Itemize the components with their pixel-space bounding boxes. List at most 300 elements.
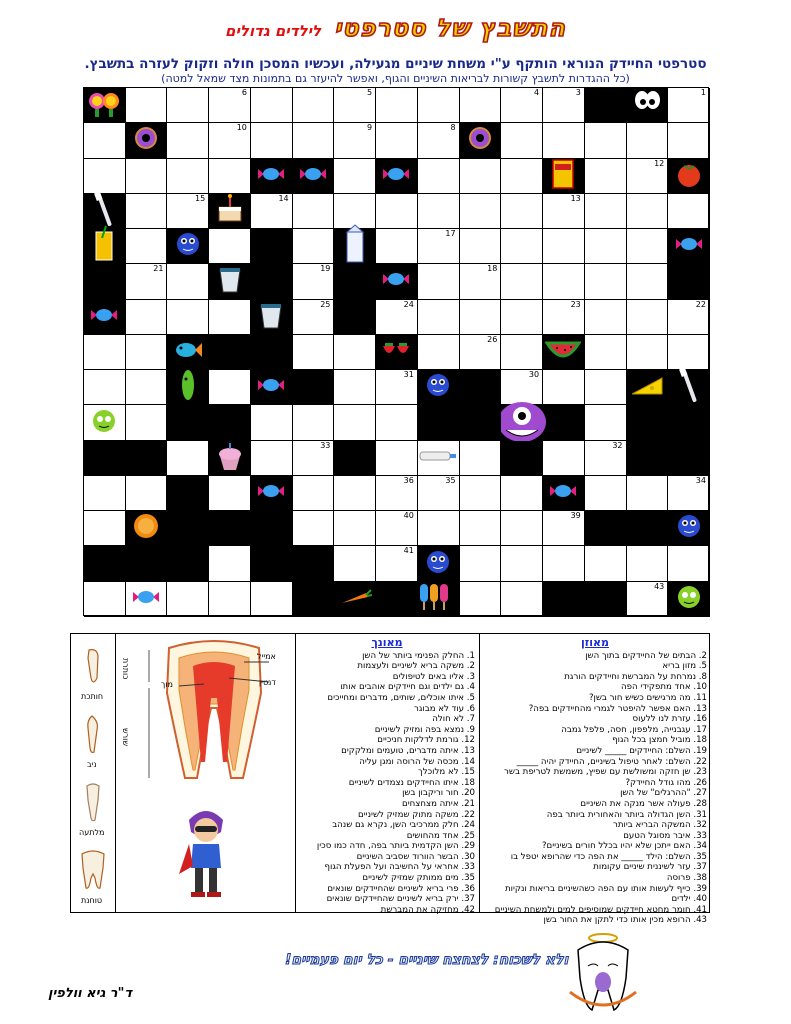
grid-answer-cell[interactable] bbox=[627, 476, 669, 511]
grid-answer-cell[interactable] bbox=[293, 194, 335, 229]
grid-answer-cell[interactable] bbox=[334, 476, 376, 511]
grid-answer-cell[interactable] bbox=[585, 194, 627, 229]
root-label: שורש bbox=[121, 728, 130, 747]
grid-answer-cell[interactable] bbox=[460, 300, 502, 335]
grid-block-cell bbox=[627, 405, 669, 440]
grid-answer-cell[interactable] bbox=[543, 511, 585, 546]
clue-item: 18. איתו החיידקים נצמדים לשיניים bbox=[348, 777, 475, 788]
snack-box-icon bbox=[551, 158, 575, 194]
clue-number: 26 bbox=[487, 334, 498, 344]
grid-answer-cell[interactable] bbox=[84, 123, 126, 158]
grid-block-cell bbox=[251, 264, 293, 299]
divider bbox=[295, 634, 296, 912]
grid-block-cell bbox=[376, 335, 418, 370]
grid-answer-cell[interactable] bbox=[668, 476, 710, 511]
grid-answer-cell[interactable] bbox=[585, 264, 627, 299]
grid-answer-cell[interactable] bbox=[334, 335, 376, 370]
grid-answer-cell[interactable] bbox=[167, 123, 209, 158]
mascot-character bbox=[171, 802, 241, 906]
grid-answer-cell[interactable] bbox=[209, 88, 251, 123]
author-signature: ד"ר גיא וולפין bbox=[48, 986, 133, 1001]
clue-item: 42. מחזיקה את המברשת bbox=[380, 904, 475, 915]
grid-answer-cell[interactable] bbox=[585, 123, 627, 158]
grid-answer-cell[interactable] bbox=[585, 335, 627, 370]
clue-number: 29 bbox=[654, 370, 665, 380]
grid-answer-cell[interactable] bbox=[501, 582, 543, 617]
yogurt-cup-icon bbox=[216, 264, 244, 298]
grid-answer-cell[interactable] bbox=[167, 159, 209, 194]
clue-number: 39 bbox=[570, 511, 581, 521]
clue-number: 35 bbox=[445, 475, 456, 485]
grid-block-cell bbox=[167, 370, 209, 405]
clue-number: 14 bbox=[278, 193, 289, 203]
clue-item: 4. גם ילדים וגם חיידקים אוהבים אותו bbox=[340, 682, 475, 693]
grid-answer-cell[interactable] bbox=[501, 476, 543, 511]
grid-answer-cell[interactable] bbox=[376, 441, 418, 476]
grid-answer-cell[interactable] bbox=[84, 476, 126, 511]
clue-number: 12 bbox=[654, 158, 665, 168]
clue-item: 27. "ההרגלים" של השן bbox=[620, 788, 707, 799]
grid-block-cell bbox=[334, 441, 376, 476]
grid-answer-cell[interactable] bbox=[585, 159, 627, 194]
clue-item: 33. אחראי על החשיבה ועל הפעלת הגוף bbox=[324, 862, 475, 873]
grid-answer-cell[interactable] bbox=[627, 123, 669, 158]
grid-answer-cell[interactable] bbox=[126, 476, 168, 511]
clue-item: 39. כייף לעשות אותו עם הפה כשהשיניים בריאות ונקיות bbox=[504, 883, 707, 894]
clue-item: 19. השלם: החיידקים _____ לשיניים bbox=[576, 745, 707, 756]
grid-block-cell bbox=[418, 370, 460, 405]
grid-answer-cell[interactable] bbox=[334, 88, 376, 123]
grid-answer-cell[interactable] bbox=[293, 511, 335, 546]
strawberry-icon bbox=[379, 338, 413, 366]
grid-answer-cell[interactable] bbox=[543, 300, 585, 335]
grid-block-cell bbox=[126, 123, 168, 158]
grid-answer-cell[interactable] bbox=[376, 370, 418, 405]
grid-block-cell bbox=[334, 582, 376, 617]
grid-block-cell bbox=[167, 511, 209, 546]
grid-answer-cell[interactable] bbox=[251, 194, 293, 229]
grid-block-cell bbox=[543, 476, 585, 511]
clue-number: 31 bbox=[403, 370, 414, 380]
divider bbox=[479, 634, 480, 912]
grid-answer-cell[interactable] bbox=[334, 370, 376, 405]
footer-slogan: ולא לשכוח: לצחצח שיניים - כל יום פעמיים! bbox=[285, 952, 569, 968]
grid-answer-cell[interactable] bbox=[84, 370, 126, 405]
grid-answer-cell[interactable] bbox=[627, 546, 669, 581]
grid-answer-cell[interactable] bbox=[84, 582, 126, 617]
grid-answer-cell[interactable] bbox=[209, 300, 251, 335]
clue-item: 35. מים ממותק שמזיק לשיניים bbox=[362, 873, 475, 884]
clue-number: 4 bbox=[533, 88, 540, 97]
clue-item: 11. מה מרגישים כשיש חור בשן? bbox=[588, 692, 707, 703]
germ-icon bbox=[674, 511, 704, 545]
intro-line-1: סטרפטי החיידק הנוראי הותקף ע"י משחת שיניים מגעילה, ועכשיו המסכן חולה וזקוק לעזרה בתשבץ. bbox=[84, 56, 707, 72]
grid-block-cell bbox=[126, 546, 168, 581]
candy-icon bbox=[131, 586, 161, 612]
grid-answer-cell[interactable] bbox=[376, 405, 418, 440]
grid-block-cell bbox=[126, 441, 168, 476]
grid-answer-cell[interactable] bbox=[376, 300, 418, 335]
grid-answer-cell[interactable] bbox=[460, 511, 502, 546]
grid-answer-cell[interactable] bbox=[627, 300, 669, 335]
grid-answer-cell[interactable] bbox=[126, 229, 168, 264]
candy-icon bbox=[381, 268, 411, 294]
clue-number: 43 bbox=[654, 581, 665, 591]
grid-answer-cell[interactable] bbox=[543, 546, 585, 581]
grid-answer-cell[interactable] bbox=[126, 582, 168, 617]
grid-answer-cell[interactable] bbox=[627, 229, 669, 264]
grid-answer-cell[interactable] bbox=[293, 300, 335, 335]
grid-answer-cell[interactable] bbox=[376, 229, 418, 264]
grid-answer-cell[interactable] bbox=[251, 405, 293, 440]
grid-answer-cell[interactable] bbox=[543, 194, 585, 229]
clue-number: 37 bbox=[194, 475, 206, 485]
grid-answer-cell[interactable] bbox=[585, 546, 627, 581]
grid-answer-cell[interactable] bbox=[627, 264, 669, 299]
clue-item: 20. חור וריקבון בשן bbox=[402, 788, 475, 799]
down-clues bbox=[299, 638, 475, 915]
grid-answer-cell[interactable] bbox=[418, 229, 460, 264]
grid-answer-cell[interactable] bbox=[209, 159, 251, 194]
grid-block-cell bbox=[251, 159, 293, 194]
grid-block-cell bbox=[543, 159, 585, 194]
grid-answer-cell[interactable] bbox=[627, 335, 669, 370]
clue-item: 25. אחד מהחושים bbox=[406, 830, 475, 841]
grid-answer-cell[interactable] bbox=[167, 582, 209, 617]
grid-answer-cell[interactable] bbox=[460, 264, 502, 299]
cake-icon bbox=[215, 193, 245, 229]
clue-item: 30. הבשר הוורוד שסביב השיניים bbox=[356, 851, 475, 862]
grid-block-cell bbox=[418, 405, 460, 440]
clue-item: 37. ירק בריא לשיניים שהחיידקים שונאים bbox=[326, 894, 475, 905]
grid-block-cell bbox=[167, 476, 209, 511]
grid-answer-cell[interactable] bbox=[585, 229, 627, 264]
tooth-character-icon bbox=[568, 926, 638, 1020]
clue-item: 26. מהו גודל החיידק? bbox=[625, 777, 707, 788]
clue-item: 18. מוביל חמצן בכל הגוף bbox=[612, 735, 707, 746]
grid-answer-cell[interactable] bbox=[543, 123, 585, 158]
grid-block-cell bbox=[543, 582, 585, 617]
grid-answer-cell[interactable] bbox=[668, 88, 710, 123]
grid-answer-cell[interactable] bbox=[126, 88, 168, 123]
flower-faces-icon bbox=[87, 89, 121, 121]
clue-item: 5. איתו אוכלים, שותים, מדברים ומחייכים bbox=[327, 692, 475, 703]
clue-number: 28 bbox=[695, 370, 706, 380]
grid-answer-cell[interactable] bbox=[334, 123, 376, 158]
clue-number: 8 bbox=[450, 123, 456, 133]
grid-answer-cell[interactable] bbox=[126, 370, 168, 405]
intro-line-2: (כל ההגדרות לתשבץ קשורות לבריאות השיניים והגוף, ואפשר להיעזר גם בתמונות מצד שמאל למטה) bbox=[161, 72, 630, 85]
clue-number: 40 bbox=[403, 511, 414, 521]
clue-number: 22 bbox=[695, 299, 706, 309]
grid-answer-cell[interactable] bbox=[460, 546, 502, 581]
grid-answer-cell[interactable] bbox=[585, 370, 627, 405]
title-text: התשבץ של סטרפטי bbox=[334, 14, 566, 42]
clue-number: 30 bbox=[528, 370, 540, 380]
grid-answer-cell[interactable] bbox=[209, 123, 251, 158]
grid-answer-cell[interactable] bbox=[84, 335, 126, 370]
clue-item: 37. עזר לשיננית שיניים עקומות bbox=[593, 862, 707, 873]
grid-answer-cell[interactable] bbox=[543, 264, 585, 299]
enamel-label: אמייל bbox=[257, 652, 276, 661]
grid-answer-cell[interactable] bbox=[293, 476, 335, 511]
grid-block-cell bbox=[460, 123, 502, 158]
crown-label: כותרת bbox=[121, 658, 130, 680]
grid-answer-cell[interactable] bbox=[668, 546, 710, 581]
grid-answer-cell[interactable] bbox=[376, 511, 418, 546]
clue-number: 32 bbox=[612, 440, 623, 450]
intro-text bbox=[30, 56, 761, 85]
clue-item: 28. פעולה אשר מנקה את השיניים bbox=[580, 798, 707, 809]
clue-item: 17. עגבנייה, מלפפון, חסה, פלפל גמבה bbox=[561, 724, 707, 735]
grid-answer-cell[interactable] bbox=[418, 441, 460, 476]
grid-answer-cell[interactable] bbox=[293, 441, 335, 476]
across-heading: מאוזן bbox=[581, 636, 609, 649]
grid-block-cell bbox=[334, 229, 376, 264]
clue-number: 9 bbox=[367, 123, 373, 133]
grid-answer-cell[interactable] bbox=[501, 264, 543, 299]
grid-answer-cell[interactable] bbox=[293, 88, 335, 123]
grid-block-cell bbox=[668, 441, 710, 476]
grid-answer-cell[interactable] bbox=[460, 335, 502, 370]
molar-icon bbox=[79, 848, 107, 896]
grid-answer-cell[interactable] bbox=[209, 582, 251, 617]
grid-answer-cell[interactable] bbox=[501, 194, 543, 229]
grid-answer-cell[interactable] bbox=[668, 300, 710, 335]
grid-answer-cell[interactable] bbox=[209, 229, 251, 264]
clue-number: 38 bbox=[695, 511, 706, 521]
grid-answer-cell[interactable] bbox=[460, 229, 502, 264]
grid-answer-cell[interactable] bbox=[627, 194, 669, 229]
grid-answer-cell[interactable] bbox=[126, 335, 168, 370]
grid-block-cell bbox=[668, 264, 710, 299]
grid-answer-cell[interactable] bbox=[167, 300, 209, 335]
grid-answer-cell[interactable] bbox=[167, 264, 209, 299]
grid-answer-cell[interactable] bbox=[126, 300, 168, 335]
grid-answer-cell[interactable] bbox=[126, 194, 168, 229]
clue-item: 5. מזון בריא bbox=[662, 661, 707, 672]
clue-item: 10. אחד מתפקידי הפה bbox=[621, 682, 707, 693]
pulp-label: מוך bbox=[161, 680, 173, 689]
grid-answer-cell[interactable] bbox=[334, 546, 376, 581]
clue-item: 31. השן הגדולה ביותר והאחורית ביותר בפה bbox=[546, 809, 707, 820]
grid-answer-cell[interactable] bbox=[418, 123, 460, 158]
grid-block-cell bbox=[376, 159, 418, 194]
grid-block-cell bbox=[209, 264, 251, 299]
crossword-grid bbox=[83, 87, 709, 616]
grid-answer-cell[interactable] bbox=[334, 511, 376, 546]
grid-answer-cell[interactable] bbox=[167, 88, 209, 123]
grid-block-cell bbox=[209, 194, 251, 229]
grid-answer-cell[interactable] bbox=[334, 405, 376, 440]
grid-answer-cell[interactable] bbox=[209, 476, 251, 511]
cheese-icon bbox=[630, 372, 664, 402]
grid-answer-cell[interactable] bbox=[418, 88, 460, 123]
grid-answer-cell[interactable] bbox=[167, 441, 209, 476]
grid-answer-cell[interactable] bbox=[501, 159, 543, 194]
grid-block-cell bbox=[251, 511, 293, 546]
grid-answer-cell[interactable] bbox=[460, 88, 502, 123]
grid-answer-cell[interactable] bbox=[418, 264, 460, 299]
grid-block-cell bbox=[460, 405, 502, 440]
grid-block-cell bbox=[543, 335, 585, 370]
grid-answer-cell[interactable] bbox=[376, 546, 418, 581]
grid-answer-cell[interactable] bbox=[627, 582, 669, 617]
grid-block-cell bbox=[293, 370, 335, 405]
grid-answer-cell[interactable] bbox=[209, 546, 251, 581]
grid-answer-cell[interactable] bbox=[84, 511, 126, 546]
grid-answer-cell[interactable] bbox=[501, 229, 543, 264]
clue-item: 23. שן חזקה ומשולשת עם שפיץ, משמשת לטריפת בשר bbox=[504, 767, 707, 778]
candy-icon bbox=[256, 163, 286, 189]
grid-answer-cell[interactable] bbox=[418, 511, 460, 546]
grid-answer-cell[interactable] bbox=[126, 159, 168, 194]
donut-icon bbox=[132, 124, 160, 156]
tooth-type-label: מלתעה bbox=[79, 828, 105, 837]
grid-answer-cell[interactable] bbox=[126, 264, 168, 299]
clue-number: 13 bbox=[570, 193, 581, 203]
grid-answer-cell[interactable] bbox=[84, 405, 126, 440]
clue-number: 1 bbox=[700, 88, 706, 97]
grid-block-cell bbox=[668, 511, 710, 546]
grid-answer-cell[interactable] bbox=[418, 159, 460, 194]
grid-block-cell bbox=[418, 582, 460, 617]
candy-icon bbox=[548, 480, 578, 506]
clue-item: 1. החלק הפנימי ביותר של השן bbox=[362, 650, 475, 661]
clue-number: 7 bbox=[116, 88, 122, 97]
grid-block-cell bbox=[84, 88, 126, 123]
grid-answer-cell[interactable] bbox=[126, 405, 168, 440]
grid-answer-cell[interactable] bbox=[251, 88, 293, 123]
grid-block-cell bbox=[627, 511, 669, 546]
grid-answer-cell[interactable] bbox=[376, 194, 418, 229]
clue-item: 29. השן הקדמית ביותר בפה, חדה כמו סכין bbox=[316, 841, 475, 852]
grid-answer-cell[interactable] bbox=[501, 123, 543, 158]
clue-number: 17 bbox=[445, 229, 456, 239]
clue-item: 6. עוד לא מבוגר bbox=[414, 703, 475, 714]
grid-answer-cell[interactable] bbox=[334, 159, 376, 194]
grid-answer-cell[interactable] bbox=[668, 123, 710, 158]
grid-answer-cell[interactable] bbox=[501, 546, 543, 581]
grid-answer-cell[interactable] bbox=[460, 441, 502, 476]
clue-number: 18 bbox=[487, 264, 498, 274]
grid-answer-cell[interactable] bbox=[501, 511, 543, 546]
grid-answer-cell[interactable] bbox=[293, 229, 335, 264]
clue-number: 11 bbox=[695, 158, 706, 168]
clue-number: 2 bbox=[659, 88, 665, 97]
grid-answer-cell[interactable] bbox=[585, 405, 627, 440]
grid-answer-cell[interactable] bbox=[293, 335, 335, 370]
grid-block-cell bbox=[251, 335, 293, 370]
incisor-icon bbox=[83, 648, 103, 692]
grid-answer-cell[interactable] bbox=[627, 159, 669, 194]
grid-answer-cell[interactable] bbox=[501, 88, 543, 123]
grid-block-cell bbox=[627, 370, 669, 405]
grid-block-cell bbox=[501, 441, 543, 476]
clue-number: 20 bbox=[278, 264, 289, 274]
clue-item: 22. השלם: לאחר טיפול בשיניים, החיידק יהיה _____ bbox=[516, 756, 707, 767]
grid-answer-cell[interactable] bbox=[501, 335, 543, 370]
grid-block-cell bbox=[668, 370, 710, 405]
grid-block-cell bbox=[334, 300, 376, 335]
clue-number: 15 bbox=[194, 193, 206, 203]
grid-answer-cell[interactable] bbox=[251, 441, 293, 476]
grid-answer-cell[interactable] bbox=[376, 123, 418, 158]
grid-answer-cell[interactable] bbox=[585, 476, 627, 511]
grid-answer-cell[interactable] bbox=[543, 229, 585, 264]
divider bbox=[115, 634, 116, 912]
grid-answer-cell[interactable] bbox=[167, 194, 209, 229]
grid-block-cell bbox=[84, 546, 126, 581]
grid-answer-cell[interactable] bbox=[460, 582, 502, 617]
grid-block-cell bbox=[251, 229, 293, 264]
fish-icon bbox=[173, 340, 203, 364]
grid-block-cell bbox=[585, 582, 627, 617]
clue-item: 21. איתה מצחצחים bbox=[402, 798, 475, 809]
tomato-icon bbox=[675, 160, 703, 192]
clue-number: 16 bbox=[695, 229, 706, 239]
green-germ-icon bbox=[89, 406, 119, 440]
grid-answer-cell[interactable] bbox=[585, 300, 627, 335]
tooth-type-label: חותכת bbox=[81, 692, 104, 701]
grid-answer-cell[interactable] bbox=[418, 476, 460, 511]
clue-item: 7. לא חולה bbox=[432, 714, 475, 725]
grid-answer-cell[interactable] bbox=[251, 123, 293, 158]
clue-item: 35. השלם: הילד _____ את הפה כדי שהרופא יטפל בו bbox=[510, 851, 707, 862]
grid-answer-cell[interactable] bbox=[460, 194, 502, 229]
clue-item: 3. אליו באים לטיפולים bbox=[392, 671, 475, 682]
grid-block-cell bbox=[209, 405, 251, 440]
grid-answer-cell[interactable] bbox=[418, 194, 460, 229]
grid-block-cell bbox=[84, 300, 126, 335]
grid-answer-cell[interactable] bbox=[585, 441, 627, 476]
clue-number: 3 bbox=[575, 88, 581, 97]
clue-number: 27 bbox=[278, 334, 289, 344]
grid-block-cell bbox=[293, 546, 335, 581]
grid-answer-cell[interactable] bbox=[543, 441, 585, 476]
grid-block-cell bbox=[84, 441, 126, 476]
tooth-type-label: טוחנת bbox=[81, 896, 103, 905]
grid-answer-cell[interactable] bbox=[418, 300, 460, 335]
clue-number: 19 bbox=[320, 264, 331, 274]
grid-block-cell bbox=[627, 441, 669, 476]
grid-block-cell bbox=[167, 335, 209, 370]
grid-answer-cell[interactable] bbox=[460, 159, 502, 194]
grid-block-cell bbox=[167, 405, 209, 440]
grid-answer-cell[interactable] bbox=[209, 370, 251, 405]
grid-answer-cell[interactable] bbox=[543, 88, 585, 123]
grid-block-cell bbox=[376, 582, 418, 617]
grid-answer-cell[interactable] bbox=[376, 476, 418, 511]
grid-answer-cell[interactable] bbox=[501, 300, 543, 335]
candy-icon bbox=[674, 233, 704, 259]
grid-answer-cell[interactable] bbox=[418, 335, 460, 370]
candy-icon bbox=[89, 304, 119, 330]
grid-answer-cell[interactable] bbox=[293, 123, 335, 158]
candy-icon bbox=[256, 480, 286, 506]
grid-answer-cell[interactable] bbox=[460, 476, 502, 511]
grid-answer-cell[interactable] bbox=[251, 582, 293, 617]
clue-item: 32. המשקה הבריא ביותר bbox=[613, 820, 707, 831]
candy-icon bbox=[298, 163, 328, 189]
grid-block-cell bbox=[585, 511, 627, 546]
clue-item: 15. לא מלוכלך bbox=[418, 767, 475, 778]
grid-answer-cell[interactable] bbox=[668, 194, 710, 229]
grid-answer-cell[interactable] bbox=[293, 405, 335, 440]
grid-answer-cell[interactable] bbox=[376, 88, 418, 123]
grid-answer-cell[interactable] bbox=[293, 264, 335, 299]
grid-block-cell bbox=[585, 88, 627, 123]
